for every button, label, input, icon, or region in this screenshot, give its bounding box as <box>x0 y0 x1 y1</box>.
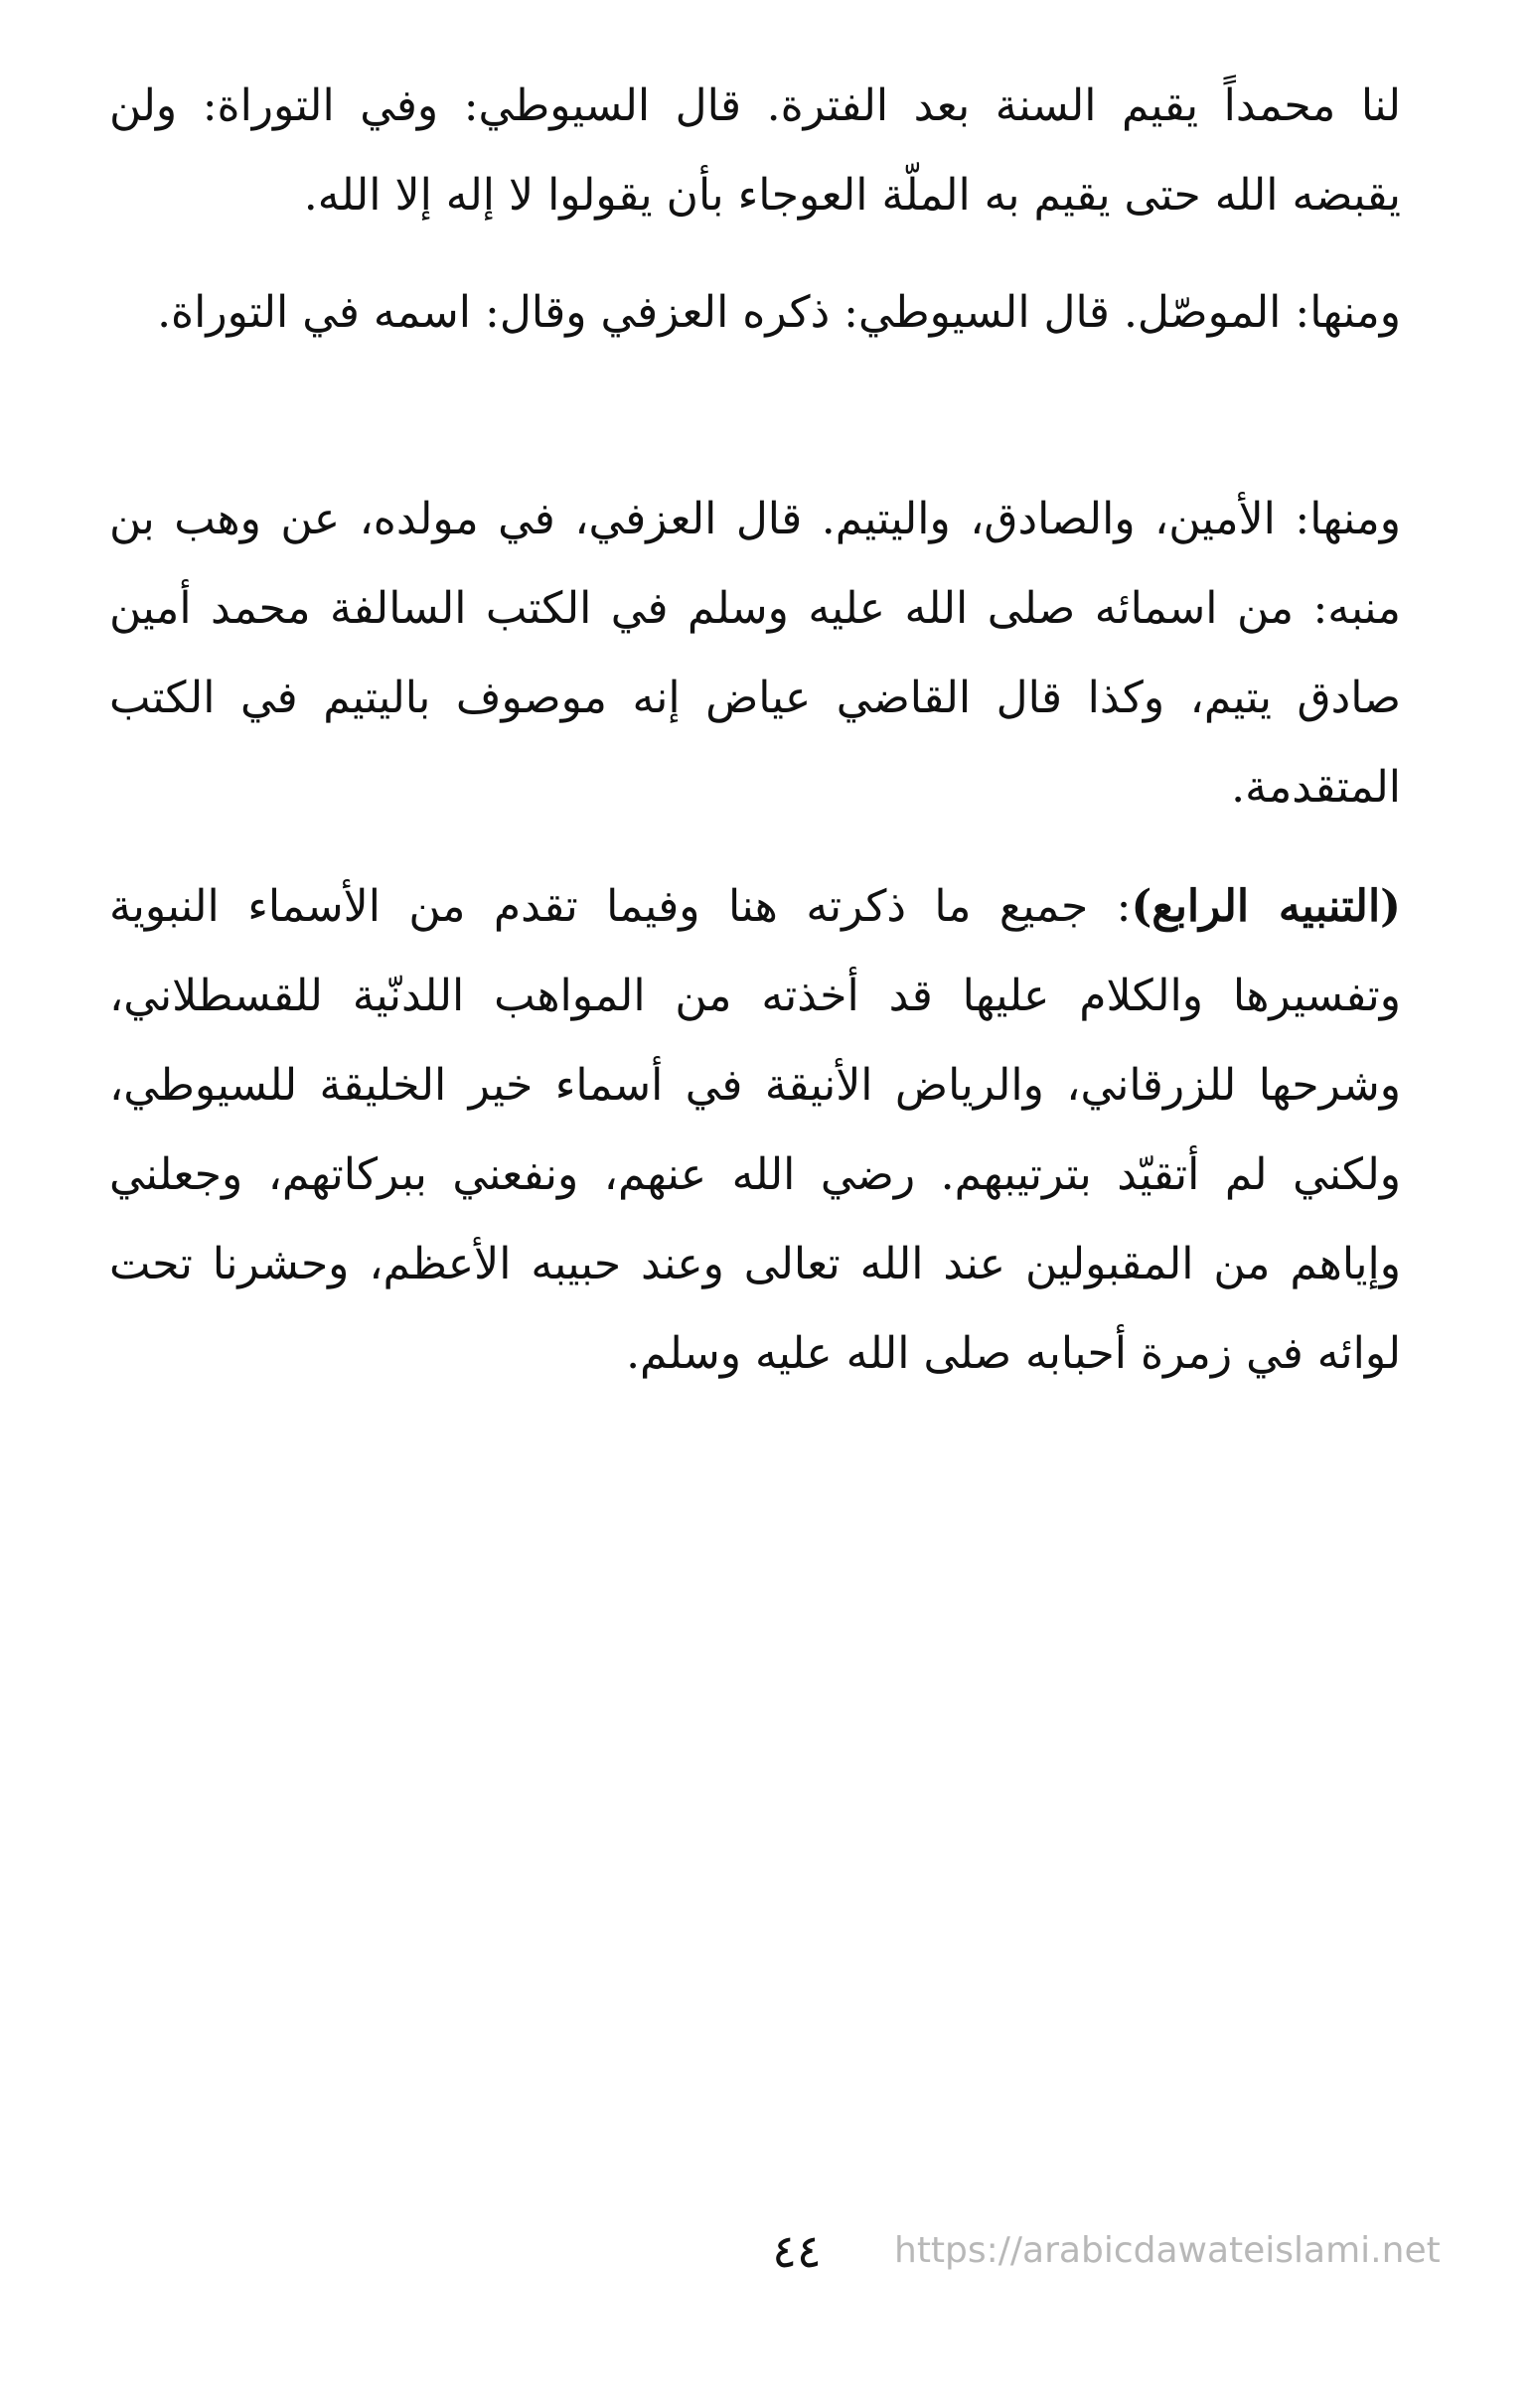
paragraph-2 <box>109 268 1490 358</box>
paragraph-3-text: ومنها: الأمين، والصادق، واليتيم. قال العزفي، في مولده، عن وهب بن منبه: من اسمائه صلى الله عليه وسلم في الكتب السالفة محمد أمين صادق يتيم، وكذا قال القاضي عياض إنه موصوف باليتيم في الكتب المتقدمة. <box>109 494 1401 813</box>
paragraph-4 <box>109 862 1490 1399</box>
paragraph-1 <box>109 62 1401 240</box>
paragraph-4-text: : جميع ما ذكرته هنا وفيما تقدم من الأسماء النبوية وتفسيرها والكلام عليها قد أخذته من المواهب اللدنّية للقسطلاني، وشرحها للزرقاني، والرياض الأنيقة في أسماء خير الخليقة للسيوطي، ولكني لم أتقيّد بترتيبهم. رضي الله عنهم، ونفعني ببركاتهم، وجعلني وإياهم من المقبولين عند الله تعالى وعند حبيبه الأعظم، وحشرنا تحت لوائه في زمرة أحبابه صلى الله عليه وسلم. <box>109 881 1401 1379</box>
paragraph-1-text: لنا محمداً يقيم السنة بعد الفترة. قال السيوطي: وفي التوراة: ولن يقبضه الله حتى يقيم به الملّة العوجاء بأن يقولوا لا إله إلا الله. <box>109 80 1401 221</box>
paragraph-3 <box>109 475 1490 832</box>
paragraph-2-text: ومنها: الموصّل. قال السيوطي: ذكره العزفي وقال: اسمه في التوراة. <box>157 287 1401 338</box>
page-number: ٤٤ <box>772 2224 822 2278</box>
section-heading-fourth-note: (التنبيه الرابع) <box>1131 881 1401 932</box>
watermark-url: https://arabicdawateislami.net <box>894 2230 1441 2271</box>
